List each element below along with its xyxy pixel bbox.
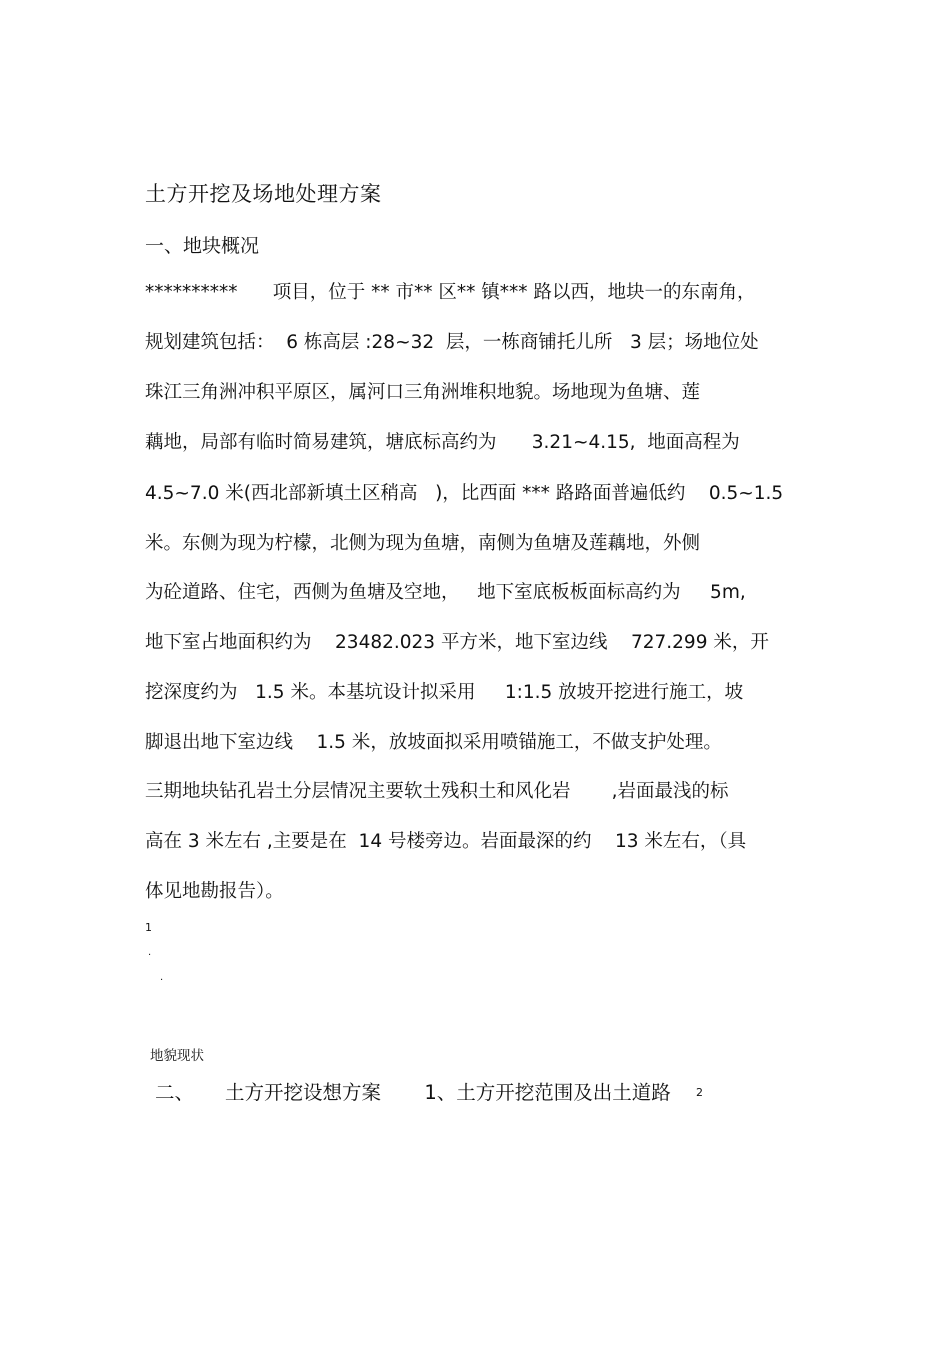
body-line: 高在 3 米左右 ,主要是在 14 号楼旁边。岩面最深的约 13 米左右，（具 xyxy=(145,831,747,852)
section-heading-1: 一、地块概况 xyxy=(145,235,260,257)
body-line: 为砼道路、住宅，西侧为鱼塘及空地， 地下室底板板面标高约为 5m, xyxy=(145,582,746,603)
page-number: 1 xyxy=(145,921,152,934)
document-title: 土方开挖及场地处理方案 xyxy=(145,182,382,206)
body-line: 挖深度约为 1.5 米。本基坑设计拟采用 1:1.5 放坡开挖进行施工，坡 xyxy=(145,682,744,703)
dot-mark: · xyxy=(148,950,152,961)
body-line: 藕地，局部有临时简易建筑，塘底标高约为 3.21~4.15, 地面高程为 xyxy=(145,432,740,453)
section-heading-2: 二、 土方开挖设想方案 1、土方开挖范围及出土道路 xyxy=(155,1081,671,1104)
body-line: 4.5~7.0 米(西北部新填土区稍高 )，比西面 *** 路路面普遍低约 0.5~1.5 xyxy=(145,483,784,504)
body-line: 规划建筑包括： 6 栋高层 :28~32 层，一栋商铺托儿所 3 层；场地位处 xyxy=(145,332,759,353)
body-line: 体见地勘报告）。 xyxy=(145,881,284,902)
page-number: 2 xyxy=(696,1086,703,1099)
dot-mark: · xyxy=(160,975,164,986)
body-line: 脚退出地下室边线 1.5 米，放坡面拟采用喷锚施工，不做支护处理。 xyxy=(145,732,722,753)
body-line: 米。东侧为现为柠檬，北侧为现为鱼塘，南侧为鱼塘及莲藕地，外侧 xyxy=(145,533,701,554)
body-line: 珠江三角洲冲积平原区，属河口三角洲堆积地貌。场地现为鱼塘、莲 xyxy=(145,382,701,403)
body-line: 三期地块钻孔岩土分层情况主要软土残积土和风化岩 ,岩面最浅的标 xyxy=(145,781,729,802)
body-line: 地下室占地面积约为 23482.023 平方米，地下室边线 727.299 米，开 xyxy=(145,632,769,653)
figure-caption: 地貌现状 xyxy=(150,1048,204,1064)
body-line: ********** 项目，位于 ** 市** 区** 镇*** 路以西，地块一的东南角， xyxy=(145,282,756,303)
